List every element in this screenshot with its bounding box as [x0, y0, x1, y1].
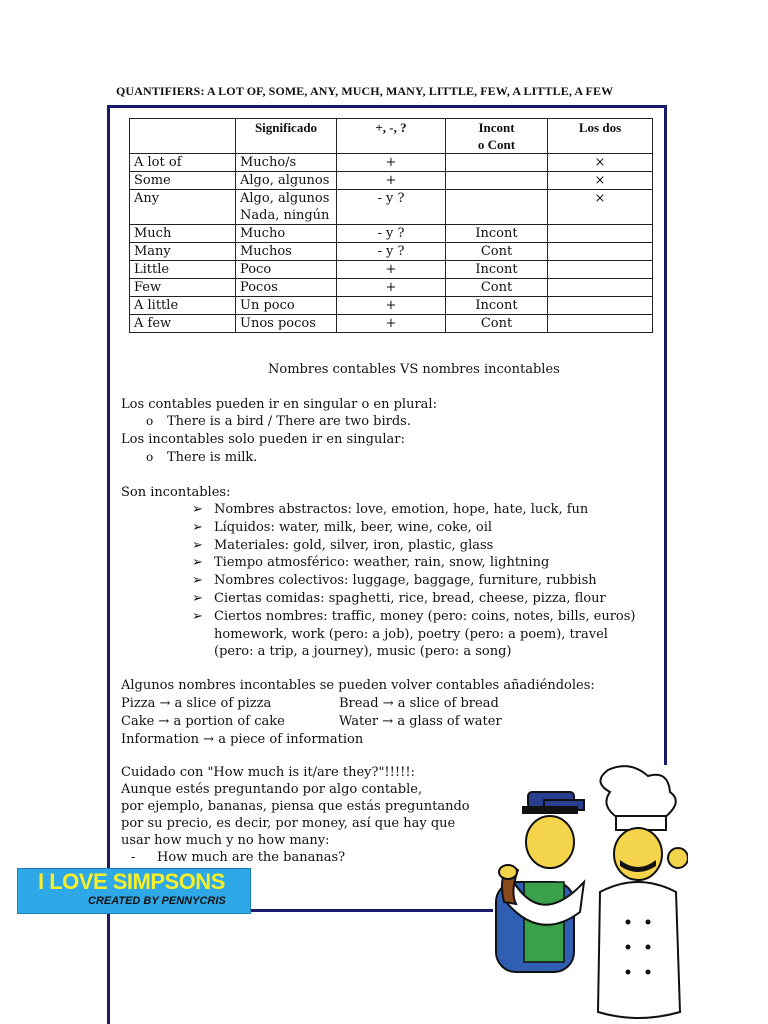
table-row [130, 154, 653, 172]
table-cell: A lot of [130, 154, 236, 172]
example-noun: Water [339, 714, 379, 729]
sea-captain-figure [496, 792, 584, 972]
arrow-bullet-icon: ➢ [192, 608, 203, 624]
table-cell [446, 154, 548, 172]
example-noun: Information [121, 732, 200, 747]
contables-intro: Los contables pueden ir en singular o en plural: [121, 397, 437, 412]
list-item-text: Nombres abstractos: love, emotion, hope, hate, luck, fun [214, 502, 589, 517]
bullet-marker: o [146, 414, 154, 428]
frame-right-border [664, 105, 667, 765]
table-cell: × [548, 172, 653, 190]
simpsons-logo [17, 868, 251, 914]
table-cell: Many [130, 243, 236, 261]
incontables-intro: Los incontables solo pueden ir en singular: [121, 432, 405, 447]
table-header-cell: +, -, ? [337, 119, 446, 154]
table-header-cell [130, 119, 236, 154]
frame-top-border [107, 105, 667, 108]
list-item [192, 554, 635, 572]
page-title: QUANTIFIERS: A LOT OF, SOME, ANY, MUCH, MANY, LITTLE, FEW, A LITTLE, A FEW [116, 84, 614, 98]
list-item [192, 608, 635, 626]
table-cell [446, 190, 548, 225]
arrow-icon: → [159, 696, 171, 711]
table-row [130, 172, 653, 190]
table-cell: Mucho [236, 225, 337, 243]
example-phrase: a slice of bread [397, 696, 499, 711]
table-row [130, 297, 653, 315]
example-noun: Bread [339, 696, 379, 711]
list-item-text: Ciertas comidas: spaghetti, rice, bread, cheese, pizza, flour [214, 590, 606, 606]
cuidado-line: por ejemplo, bananas, piensa que estás preguntando [121, 799, 470, 814]
table-cell: Some [130, 172, 236, 190]
list-item-text: Materiales: gold, silver, iron, plastic, glass [214, 537, 494, 553]
example-pizza [121, 695, 271, 713]
table-cell: + [337, 261, 446, 279]
example-phrase: a portion of cake [173, 714, 285, 729]
list-item [192, 537, 635, 555]
table-cell: Unos pocos [236, 315, 337, 333]
table-cell [446, 172, 548, 190]
arrow-bullet-icon: ➢ [192, 519, 203, 535]
table-row [130, 243, 653, 261]
cuidado-line: usar how much y no how many: [121, 833, 330, 848]
table-cell: + [337, 279, 446, 297]
contables-example: There is a bird / There are two birds. [167, 414, 411, 429]
list-item [192, 572, 635, 590]
table-cell [548, 297, 653, 315]
incontables-list [192, 501, 635, 661]
table-header-cell: Los dos [548, 119, 653, 154]
list-item-text: Líquidos: water, milk, beer, wine, coke, oil [214, 519, 493, 535]
list-item-continuation: (pero: a trip, a journey), music (pero: a song) [214, 644, 512, 660]
table-cell: + [337, 172, 446, 190]
table-cell: Incont [446, 297, 548, 315]
example-phrase: a slice of pizza [174, 696, 272, 711]
cuidado-line: Aunque estés preguntando por algo contable, [121, 782, 423, 797]
arrow-icon: → [158, 714, 170, 729]
example-cake [121, 713, 285, 731]
arrow-bullet-icon: ➢ [192, 573, 203, 589]
cuidado-example: How much are the bananas? [157, 850, 346, 865]
table-cell: Mucho/s [236, 154, 337, 172]
table-cell: Muchos [236, 243, 337, 261]
table-row [130, 261, 653, 279]
list-item-text: Ciertos nombres: traffic, money (pero: coins, notes, bills, euros) [214, 608, 636, 624]
arrow-bullet-icon: ➢ [192, 590, 203, 606]
logo-sub-text: CREATED BY PENNYCRIS [88, 895, 226, 907]
table-cell: A little [130, 297, 236, 315]
example-noun: Pizza [121, 696, 156, 711]
table-cell: Incont [446, 261, 548, 279]
table-cell: Few [130, 279, 236, 297]
table-cell: Algo, algunos [236, 172, 337, 190]
quantifiers-table [129, 118, 653, 333]
table-header-row [130, 119, 653, 154]
table-cell: Algo, algunos Nada, ningún [236, 190, 337, 225]
table-cell: Un poco [236, 297, 337, 315]
table-row [130, 190, 653, 225]
table-cell: Incont [446, 225, 548, 243]
cuidado-line: por su precio, es decir, por money, así que hay que [121, 816, 456, 831]
table-cell: Poco [236, 261, 337, 279]
incontables-example: There is milk. [167, 450, 258, 465]
table-header-cell: Significado [236, 119, 337, 154]
table-row [130, 315, 653, 333]
example-phrase: a glass of water [397, 714, 502, 729]
example-water [339, 713, 502, 731]
chef-figure [598, 766, 688, 1018]
table-cell: - y ? [337, 190, 446, 225]
arrow-icon: → [382, 696, 394, 711]
example-bread [339, 695, 499, 713]
arrow-icon: → [382, 714, 394, 729]
table-cell [548, 225, 653, 243]
list-item-text: Nombres colectivos: luggage, baggage, furniture, rubbish [214, 573, 597, 589]
list-item [192, 519, 635, 537]
table-row [130, 225, 653, 243]
table-cell: + [337, 297, 446, 315]
cuidado-line: Cuidado con "How much is it/are they?"!!!!!: [121, 765, 415, 780]
table-cell [548, 261, 653, 279]
table-cell: + [337, 154, 446, 172]
table-cell: Any [130, 190, 236, 225]
table-cell [548, 279, 653, 297]
list-item-text: Tiempo atmosférico: weather, rain, snow, lightning [214, 555, 550, 571]
list-item [192, 590, 635, 608]
arrow-bullet-icon: ➢ [192, 502, 203, 517]
table-cell: + [337, 315, 446, 333]
section-subtitle: Nombres contables VS nombres incontables [268, 362, 560, 377]
table-cell: × [548, 190, 653, 225]
table-cell: A few [130, 315, 236, 333]
dash-marker: - [131, 850, 136, 865]
table-cell: Pocos [236, 279, 337, 297]
table-cell: Little [130, 261, 236, 279]
arrow-bullet-icon: ➢ [192, 537, 203, 553]
arrow-bullet-icon: ➢ [192, 555, 203, 571]
table-cell [548, 315, 653, 333]
list-item [192, 501, 635, 519]
table-row [130, 279, 653, 297]
arrow-icon: → [203, 732, 215, 747]
algunos-intro: Algunos nombres incontables se pueden volver contables añadiéndoles: [121, 678, 595, 693]
table-cell: - y ? [337, 243, 446, 261]
bullet-marker: o [146, 450, 154, 464]
example-noun: Cake [121, 714, 155, 729]
son-incontables-heading: Son incontables: [121, 485, 231, 500]
table-cell: Cont [446, 279, 548, 297]
table-cell [548, 243, 653, 261]
table-cell: × [548, 154, 653, 172]
table-cell: - y ? [337, 225, 446, 243]
example-information [121, 731, 363, 749]
simpsons-characters-illustration [488, 762, 688, 1024]
table-cell: Cont [446, 243, 548, 261]
table-header-cell: Incont o Cont [446, 119, 548, 154]
example-phrase: a piece of information [218, 732, 364, 747]
table-cell: Cont [446, 315, 548, 333]
list-item-continuation: homework, work (pero: a job), poetry (pero: a poem), travel [214, 626, 608, 642]
table-cell: Much [130, 225, 236, 243]
logo-main-text: I LOVE SIMPSONS [38, 869, 225, 894]
